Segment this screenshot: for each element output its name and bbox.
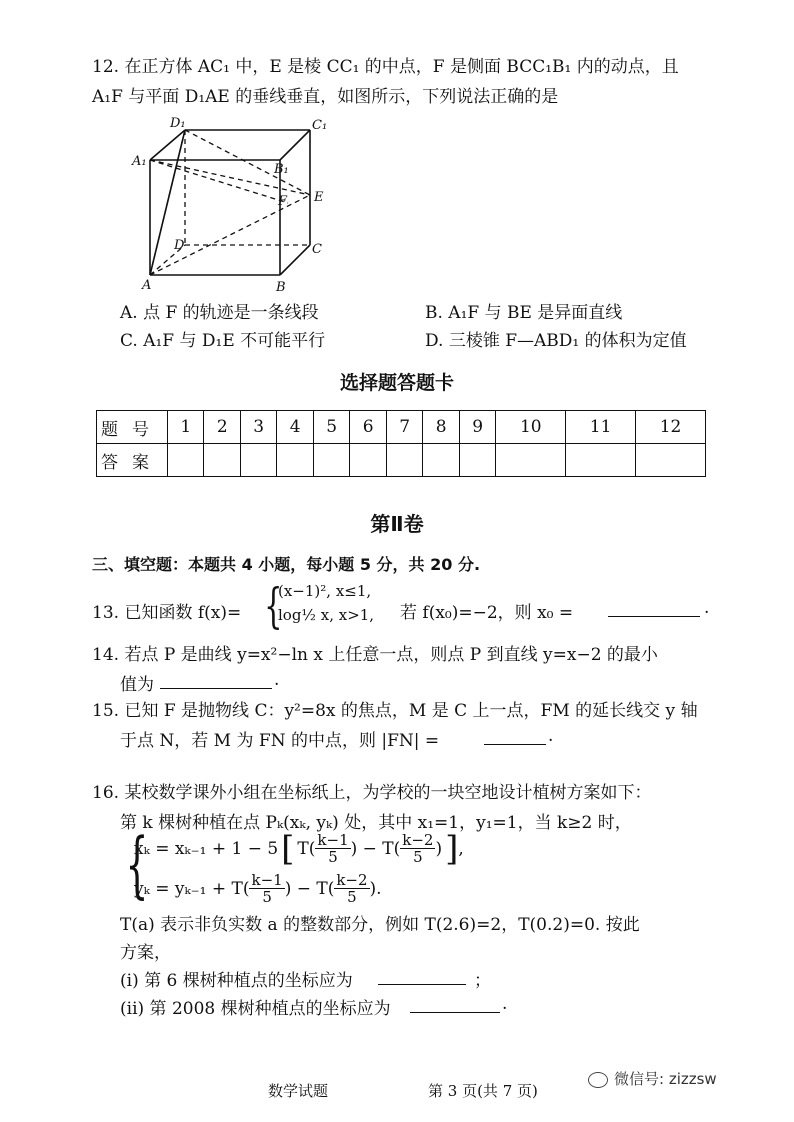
q15-answer-blank[interactable] <box>484 726 546 745</box>
q16-line3: T(a) 表示非负实数 a 的整数部分，例如 T(2.6)=2，T(0.2)=0. 按此 <box>120 915 640 935</box>
q14-line2: 值为 <box>120 675 154 695</box>
q12-option-c: C. A₁F 与 D₁E 不可能平行 <box>120 331 326 351</box>
q15-line2: 于点 N，若 M 为 FN 的中点，则 |FN| = <box>120 731 440 751</box>
q16-eq1-left: xₖ = xₖ₋₁ + 1 − 5 <box>134 838 279 859</box>
label-D1: D₁ <box>170 116 186 131</box>
q16-frac-den: 5 <box>262 888 272 906</box>
answer-input-cell[interactable] <box>350 444 386 477</box>
q16-line6: (ii) 第 2008 棵树种植点的坐标应为 <box>120 999 391 1019</box>
answer-number-cell: 10 <box>496 411 566 444</box>
q16-equation-y <box>134 872 382 905</box>
q16-equation-x: xₖ = xₖ₋₁ + 1 − 5 [ T( $\frac{k-1}{5}$ ) − T( $\frac{k-2}{5}$ ) ] , <box>134 828 464 869</box>
answer-number-cell: 7 <box>386 411 422 444</box>
q16-brace: { <box>125 822 149 906</box>
answer-input-cell[interactable] <box>566 444 636 477</box>
label-B1: B₁ <box>274 162 289 177</box>
q13-case2: log½ x, x>1, <box>278 606 375 624</box>
label-B: B <box>276 280 286 295</box>
q14-end: . <box>274 670 280 690</box>
answer-input-cell[interactable] <box>240 444 276 477</box>
q16-line5-end: ； <box>474 971 491 991</box>
answer-number-cell: 1 <box>168 411 204 444</box>
label-C1: C₁ <box>312 118 328 133</box>
q16-frac-den: 5 <box>347 888 357 906</box>
q12-option-b: B. A₁F 与 BE 是异面直线 <box>425 303 623 323</box>
answer-number-cell: 6 <box>350 411 386 444</box>
label-C: C <box>312 242 322 257</box>
q13-case1: (x−1)², x≤1, <box>278 582 372 600</box>
q16-eq2-left: yₖ = yₖ₋₁ + T( <box>134 878 250 899</box>
answer-number-cell: 3 <box>240 411 276 444</box>
section3-heading: 三、填空题：本题共 4 小题，每小题 5 分，共 20 分. <box>92 555 481 574</box>
q16-eq2-minus: ) − T( <box>284 878 335 899</box>
q13-brace: { <box>264 578 283 634</box>
label-D: D <box>174 238 185 253</box>
footer-page-number: 第 3 页(共 7 页) <box>428 1082 538 1100</box>
wechat-watermark <box>588 1068 717 1089</box>
wechat-icon <box>588 1072 608 1088</box>
q13-prefix: 13. 已知函数 f(x)= <box>92 603 242 623</box>
q12-option-d: D. 三棱锥 F—ABD₁ 的体积为定值 <box>425 331 687 351</box>
label-F: F <box>278 194 288 209</box>
q16-ii-answer-blank[interactable] <box>410 994 500 1013</box>
q15-line1: 15. 已知 F 是抛物线 C：y²=8x 的焦点，M 是 C 上一点，FM 的延长线交 y 轴 <box>92 701 698 721</box>
answer-input-cell[interactable] <box>204 444 240 477</box>
q16-eq1-close: ) <box>435 838 443 859</box>
q16-frac-a-num: k−1 <box>251 871 283 889</box>
row-head-answer: 答案 <box>97 444 168 477</box>
answer-number-cell: 2 <box>204 411 240 444</box>
q16-frac-den: 5 <box>328 848 338 866</box>
q16-i-answer-blank[interactable] <box>378 966 466 985</box>
q16-line1: 16. 某校数学课外小组在坐标纸上，为学校的一块空地设计植树方案如下： <box>92 783 652 803</box>
q13-answer-blank[interactable] <box>608 598 700 617</box>
q16-eq1-minus: ) − T( <box>350 838 401 859</box>
q14-answer-blank[interactable] <box>160 670 272 689</box>
row-head-number: 题号 <box>97 411 168 444</box>
q16-frac-b-num: k−2 <box>402 831 434 849</box>
answer-input-cell[interactable] <box>277 444 313 477</box>
answer-input-cell[interactable] <box>168 444 204 477</box>
answer-number-cell: 8 <box>423 411 459 444</box>
answer-number-cell: 12 <box>636 411 706 444</box>
label-A1: A₁ <box>132 154 147 169</box>
answer-input-cell[interactable] <box>313 444 349 477</box>
answer-number-cell: 11 <box>566 411 636 444</box>
q16-frac-den: 5 <box>413 848 423 866</box>
q16-eq1-mid: T( <box>297 838 316 859</box>
answer-input-cell[interactable] <box>386 444 422 477</box>
q16-line6-end: . <box>502 994 508 1014</box>
q14-line1: 14. 若点 P 是曲线 y=x²−ln x 上任意一点，则点 P 到直线 y=x−2 的最小 <box>92 645 658 665</box>
answer-card-table <box>96 410 706 477</box>
q16-eq2-close: ). <box>369 878 382 899</box>
answer-card-title: 选择题答题卡 <box>339 372 454 394</box>
part2-title: 第Ⅱ卷 <box>370 512 424 536</box>
answer-card-row-numbers <box>97 411 706 444</box>
cube-figure <box>130 115 330 295</box>
q16-line2: 第 k 棵树种植在点 Pₖ(xₖ, yₖ) 处，其中 x₁=1，y₁=1，当 k≥2 时， <box>120 813 632 833</box>
answer-input-cell[interactable] <box>423 444 459 477</box>
answer-card-row-answers <box>97 444 706 477</box>
q13-suffix: 若 f(x₀)=−2，则 x₀ = <box>400 603 574 623</box>
q16-line4: 方案， <box>120 943 171 963</box>
answer-number-cell: 9 <box>459 411 495 444</box>
q16-frac-a-num: k−1 <box>317 831 349 849</box>
answer-input-cell[interactable] <box>636 444 706 477</box>
footer-subject: 数学试题 <box>268 1082 329 1100</box>
wechat-id: 微信号: zizzsw <box>614 1070 717 1088</box>
q12-option-a: A. 点 F 的轨迹是一条线段 <box>120 303 319 323</box>
answer-input-cell[interactable] <box>496 444 566 477</box>
q16-line5: (i) 第 6 棵树种植点的坐标应为 <box>120 971 353 991</box>
label-A: A <box>142 278 152 293</box>
q13-end: . <box>704 598 710 618</box>
q15-end: . <box>548 726 554 746</box>
label-E: E <box>314 190 324 205</box>
q16-frac-b-num: k−2 <box>336 871 368 889</box>
answer-input-cell[interactable] <box>459 444 495 477</box>
q12-line1: 12. 在正方体 AC₁ 中，E 是棱 CC₁ 的中点，F 是侧面 BCC₁B₁ 内的动点，且 <box>92 57 679 77</box>
answer-number-cell: 4 <box>277 411 313 444</box>
q12-line2: A₁F 与平面 D₁AE 的垂线垂直，如图所示，下列说法正确的是 <box>92 87 559 107</box>
answer-number-cell: 5 <box>313 411 349 444</box>
